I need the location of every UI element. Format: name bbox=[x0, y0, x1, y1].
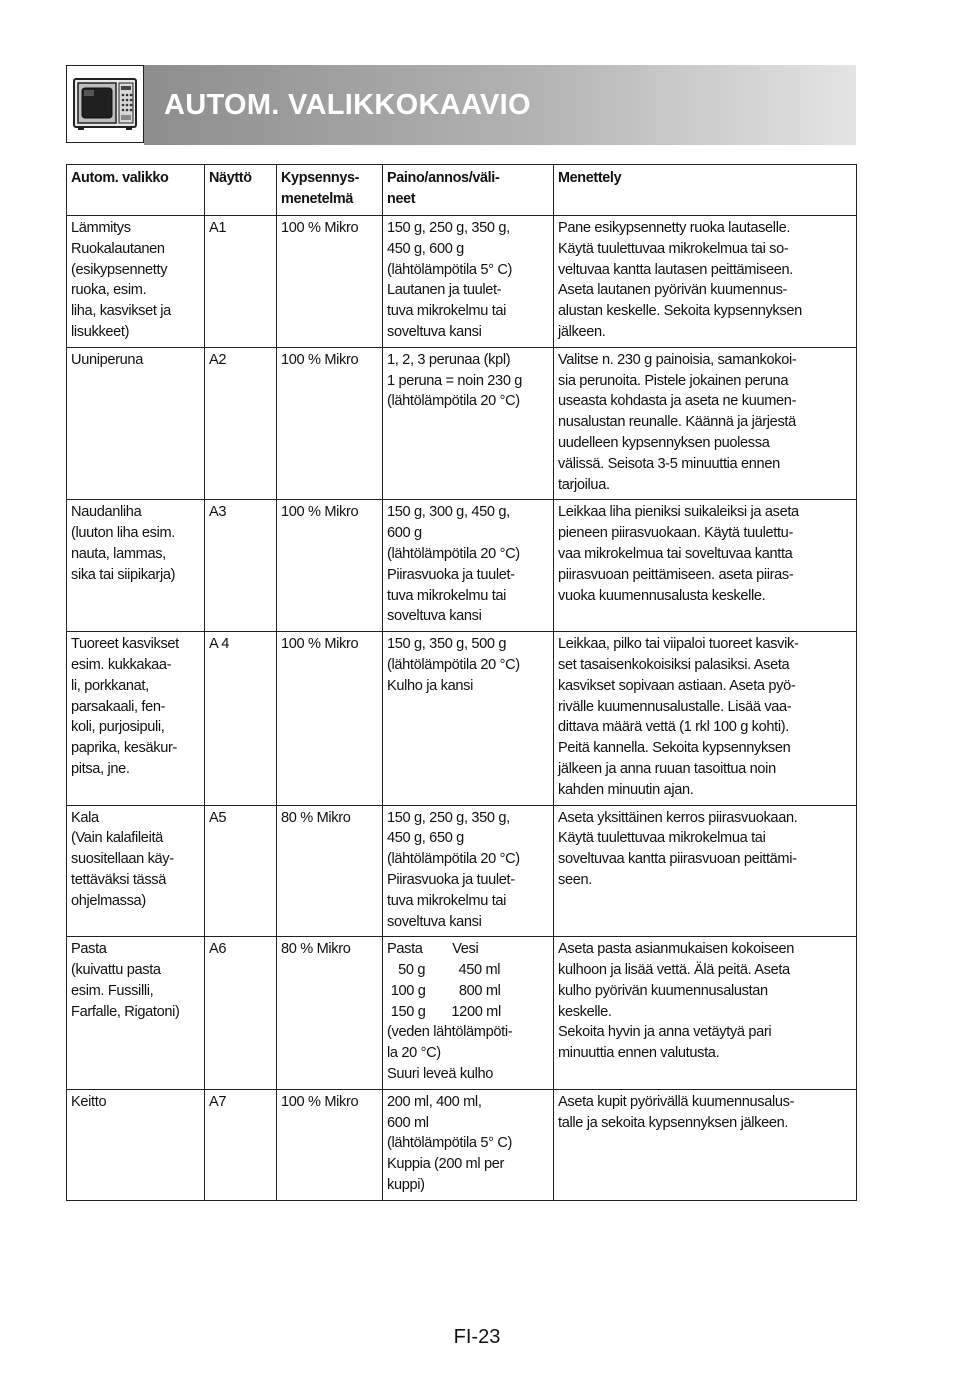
cell-procedure: Aseta pasta asianmukaisen kokoiseen kulhoon ja lisää vettä. Älä peitä. Aseta kulho pyörivän kuumennusalustan keskelle. Sekoita hyvin ja anna vetäytyä pari minuuttia ennen valutusta. bbox=[554, 937, 857, 1090]
cell-display: A6 bbox=[205, 937, 277, 1090]
cell-method: 100 % Mikro bbox=[277, 500, 383, 632]
cell-method: 100 % Mikro bbox=[277, 1089, 383, 1200]
cell-weight: 200 ml, 400 ml, 600 ml (lähtölämpötila 5° C) Kuppia (200 ml per kuppi) bbox=[383, 1089, 554, 1200]
table-row bbox=[67, 1089, 857, 1200]
cell-menu: Naudanliha (luuton liha esim. nauta, lammas, sika tai siipikarja) bbox=[67, 500, 205, 632]
cell-menu: Kala (Vain kalafileitä suositellaan käy- tettäväksi tässä ohjelmassa) bbox=[67, 805, 205, 937]
cell-weight: 150 g, 250 g, 350 g, 450 g, 650 g (lähtölämpötila 20 °C) Piirasvuoka ja tuulet- tuva mikrokelmu tai soveltuva kansi bbox=[383, 805, 554, 937]
cell-display: A5 bbox=[205, 805, 277, 937]
cell-display: A1 bbox=[205, 216, 277, 348]
col-header-display: Näyttö bbox=[205, 165, 277, 216]
cell-weight: 150 g, 300 g, 450 g, 600 g (lähtölämpötila 20 °C) Piirasvuoka ja tuulet- tuva mikrokelmu tai soveltuva kansi bbox=[383, 500, 554, 632]
cell-procedure: Aseta kupit pyörivällä kuumennusalus- talle ja sekoita kypsennyksen jälkeen. bbox=[554, 1089, 857, 1200]
page-header bbox=[66, 65, 856, 145]
auto-menu-table bbox=[66, 164, 857, 1201]
cell-weight: 150 g, 350 g, 500 g (lähtölämpötila 20 °C) Kulho ja kansi bbox=[383, 632, 554, 805]
cell-method: 100 % Mikro bbox=[277, 347, 383, 500]
cell-procedure: Valitse n. 230 g painoisia, samankokoi- sia perunoita. Pistele jokainen peruna useasta kohdasta ja aseta ne kuumen- nusalustan reunalle. Käännä ja järjestä uudelleen kypsennyksen puolessa välissä. Seisota 3-5 minuuttia ennen tarjoilua. bbox=[554, 347, 857, 500]
col-header-method: Kypsennys- menetelmä bbox=[277, 165, 383, 216]
table-row bbox=[67, 937, 857, 1090]
table-row bbox=[67, 632, 857, 805]
col-header-menu: Autom. valikko bbox=[67, 165, 205, 216]
cell-method: 100 % Mikro bbox=[277, 632, 383, 805]
table-row bbox=[67, 805, 857, 937]
cell-weight: 1, 2, 3 perunaa (kpl) 1 peruna = noin 230 g (lähtölämpötila 20 °C) bbox=[383, 347, 554, 500]
page-number: FI-23 bbox=[453, 1326, 501, 1348]
cell-procedure: Aseta yksittäinen kerros piirasvuokaan. Käytä tuulettuvaa mikrokelmua tai soveltuvaa kantta piirasvuoan peittämi- seen. bbox=[554, 805, 857, 937]
cell-method: 80 % Mikro bbox=[277, 937, 383, 1090]
table-row bbox=[67, 216, 857, 348]
page-title: AUTOM. VALIKKOKAAVIO bbox=[164, 88, 531, 121]
microwave-icon-graphic bbox=[72, 75, 138, 133]
table-header-row bbox=[67, 165, 857, 216]
cell-procedure: Leikkaa liha pieniksi suikaleiksi ja aseta pieneen piirasvuokaan. Käytä tuulettu- vaa mikrokelmua tai soveltuvaa kantta piirasvuoan peittämiseen. aseta piiras- vuoka kuumennusalusta keskelle. bbox=[554, 500, 857, 632]
cell-method: 80 % Mikro bbox=[277, 805, 383, 937]
cell-method: 100 % Mikro bbox=[277, 216, 383, 348]
title-bar bbox=[144, 65, 856, 145]
col-header-procedure: Menettely bbox=[554, 165, 857, 216]
cell-procedure: Leikkaa, pilko tai viipaloi tuoreet kasvik- set tasaisenkokoisiksi palasiksi. Aseta kasvikset sopivaan astiaan. Aseta pyö- rivälle kuumennusalustalle. Lisää vaa- dittava määrä vettä (1 rkl 100 g kohti). Peitä kannella. Sekoita kypsennyksen jälkeen ja anna ruuan tasoittua noin kahden minuutin ajan. bbox=[554, 632, 857, 805]
cell-display: A 4 bbox=[205, 632, 277, 805]
cell-menu: Pasta (kuivattu pasta esim. Fussilli, Farfalle, Rigatoni) bbox=[67, 937, 205, 1090]
cell-display: A3 bbox=[205, 500, 277, 632]
cell-weight: 150 g, 250 g, 350 g, 450 g, 600 g (lähtölämpötila 5° C) Lautanen ja tuulet- tuva mikrokelmu tai soveltuva kansi bbox=[383, 216, 554, 348]
cell-weight: Pasta Vesi 50 g 450 ml 100 g 800 ml 150 g 1200 ml (veden lähtölämpöti- la 20 °C) Suuri leveä kulho bbox=[383, 937, 554, 1090]
col-header-weight: Paino/annos/väli- neet bbox=[383, 165, 554, 216]
cell-procedure: Pane esikypsennetty ruoka lautaselle. Käytä tuulettuvaa mikrokelmua tai so- veltuvaa kantta lautasen peittämiseen. Aseta lautanen pyörivän kuumennus- alustan keskelle. Sekoita kypsennyksen jälkeen. bbox=[554, 216, 857, 348]
microwave-icon bbox=[66, 65, 144, 143]
cell-menu: Lämmitys Ruokalautanen (esikypsennetty ruoka, esim. liha, kasvikset ja lisukkeet) bbox=[67, 216, 205, 348]
cell-menu: Tuoreet kasvikset esim. kukkakaa- li, porkkanat, parsakaali, fen- koli, purjosipuli, paprika, kesäkur- pitsa, jne. bbox=[67, 632, 205, 805]
cell-display: A2 bbox=[205, 347, 277, 500]
cell-menu: Uuniperuna bbox=[67, 347, 205, 500]
table-row bbox=[67, 500, 857, 632]
table-row bbox=[67, 347, 857, 500]
cell-menu: Keitto bbox=[67, 1089, 205, 1200]
cell-display: A7 bbox=[205, 1089, 277, 1200]
